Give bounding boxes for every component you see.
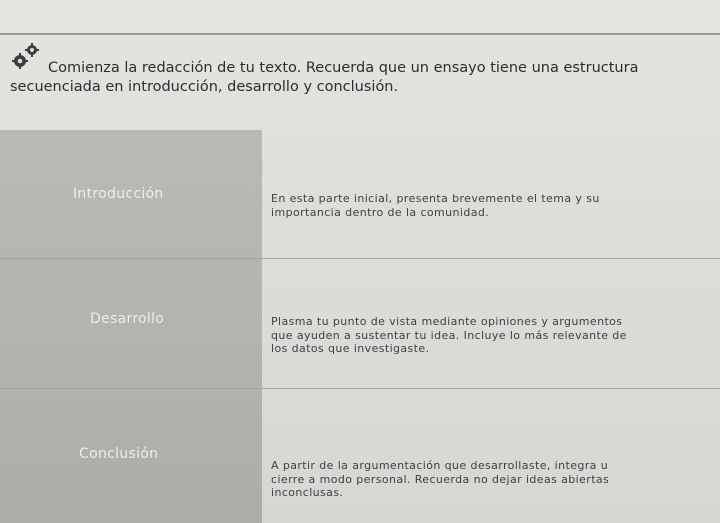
section-desc-conclusion (271, 459, 716, 500)
top-rule (0, 33, 720, 35)
instruction-line-1: Comienza la redacción de tu texto. Recuerda que un ensayo tiene una estructura (48, 60, 639, 76)
desc-line: En esta parte inicial, presenta brevemente el tema y su (271, 192, 600, 205)
section-label-conclusion: Conclusión (79, 446, 159, 462)
section-label-introduccion: Introducción (73, 186, 164, 202)
row-divider (0, 258, 720, 259)
section-desc-introduccion (271, 192, 716, 219)
desc-line: los datos que investigaste. (271, 342, 430, 355)
section-desc-desarrollo (271, 315, 716, 356)
desc-line: inconclusas. (271, 486, 344, 499)
section-label-desarrollo: Desarrollo (90, 311, 165, 327)
instruction-text (10, 59, 710, 97)
desc-line: importancia dentro de la comunidad. (271, 205, 490, 219)
desc-line: A partir de la argumentación que desarrollaste, integra u (271, 459, 609, 472)
desc-line: Plasma tu punto de vista mediante opiniones y argumentos (271, 315, 623, 328)
instruction-line-2: secuenciada en introducción, desarrollo y conclusión. (10, 79, 399, 95)
desc-line: cierre a modo personal. Recuerda no dejar ideas abiertas (271, 472, 610, 486)
row-divider (0, 388, 720, 389)
desc-line: que ayuden a sustentar tu idea. Incluye lo más relevante de (271, 328, 627, 342)
